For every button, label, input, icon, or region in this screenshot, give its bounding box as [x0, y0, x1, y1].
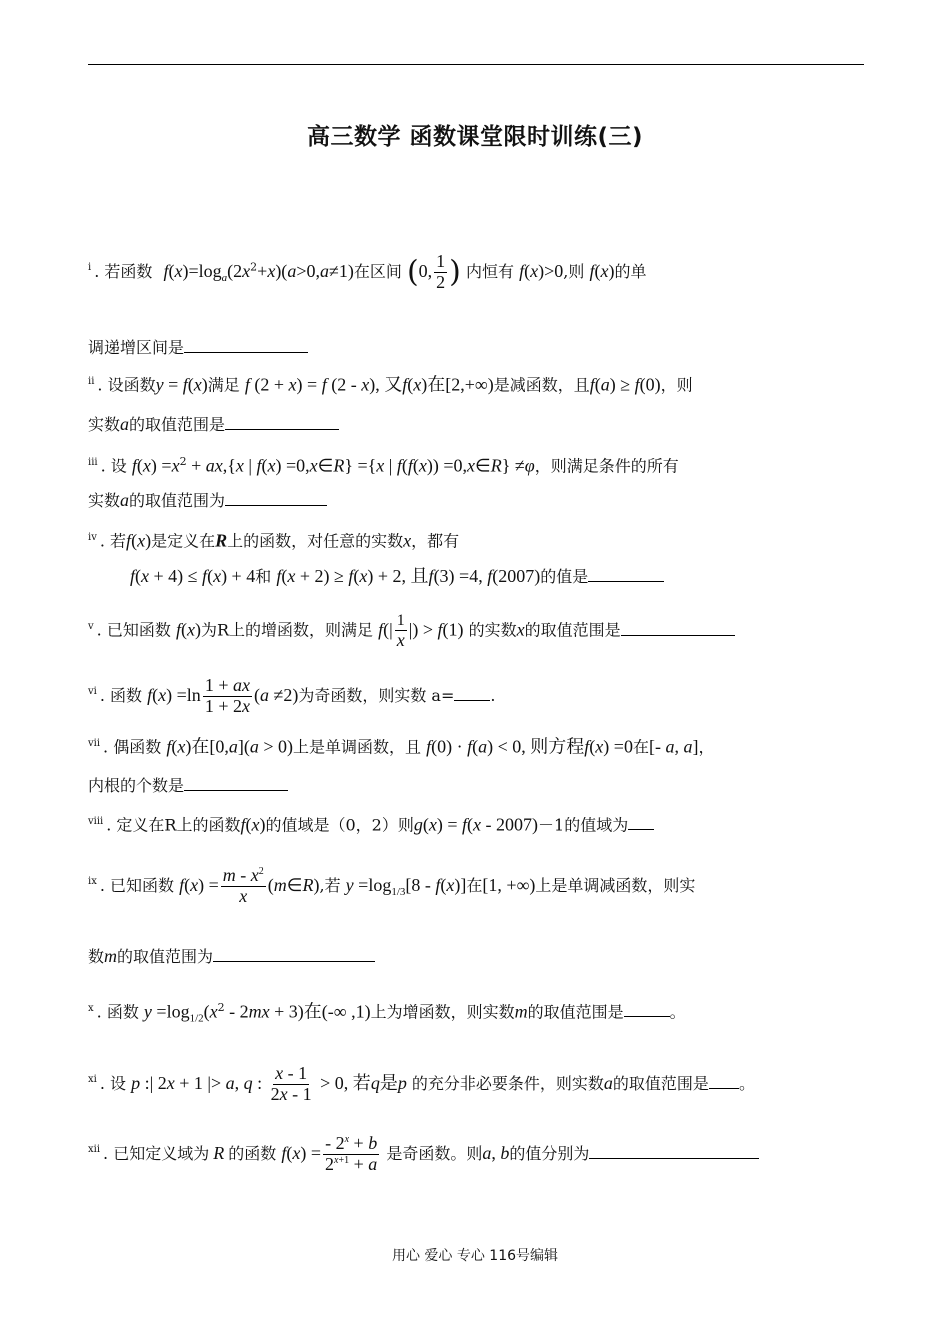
- answer-blank[interactable]: [213, 945, 375, 962]
- answer-blank[interactable]: [628, 813, 654, 830]
- problem-9: $^{ix}$ . 已知函数 f(x) = $\frac{m - x^2}{x}$ (m∈R),若 $y =\log_{1/3}[8 - f(x)]$在[1, +∞)上是单调减函数，则实: [88, 865, 696, 906]
- problem-8: $^{viii}$ . 定义在R上的函数f(x)的值域是（0，2）则g(x) = f(x - 2007)－1的值域为: [88, 810, 654, 837]
- problem-11: $^{xi}$ . 设 p :| 2x + 1 |> a, q : $\frac{x - 1}{2x - 1}$ > 0, 若q是p 的充分非必要条件，则实数a的取值范围是 。: [88, 1063, 755, 1104]
- problem-4-cont: f(x + 4) ≤ f(x) + 4和 f(x + 2) ≥ f(x) + 2, 且f(3) =4, f(2007)的值是: [130, 564, 664, 589]
- problem-7-cont: 内根的个数是: [88, 774, 288, 798]
- answer-blank[interactable]: [225, 413, 339, 430]
- answer-blank[interactable]: [454, 684, 490, 701]
- answer-blank[interactable]: [624, 1000, 670, 1017]
- answer-blank[interactable]: [184, 336, 308, 353]
- problem-12: $^{xii}$ . 已知定义域为 R 的函数 f(x) = $\frac{- 2^x + b}{2^{x+1} + a}$ 是奇函数。则a, b的值分别为: [88, 1134, 759, 1175]
- answer-blank[interactable]: [184, 774, 288, 791]
- answer-blank[interactable]: [588, 565, 664, 582]
- problem-1-cont: 调递增区间是: [88, 336, 308, 360]
- problem-6: $^{vi}$ . 函数 f(x) =ln $\frac{1 + ax}{1 + 2x}$ (a ≠2)为奇函数，则实数 a= .: [88, 675, 496, 716]
- header-rule: [88, 64, 864, 65]
- problem-3-cont: 实数a的取值范围为: [88, 488, 327, 513]
- problem-9-cont: 数m的取值范围为: [88, 944, 375, 969]
- problem-number: i: [88, 262, 92, 274]
- answer-blank[interactable]: [709, 1072, 739, 1089]
- problem-4: $^{iv}$ . 若f(x)是定义在R上的函数，对任意的实数x，都有: [88, 530, 460, 551]
- problem-7: $^{vii}$ . 偶函数 f(x)在[0,a](a > 0)上是单调函数，且 f(0) · f(a) < 0, 则方程f(x) =0在[- a, a]，: [88, 736, 715, 757]
- page-footer: 用心 爱心 专心 116号编辑: [391, 1248, 559, 1264]
- problem-3: $^{iii}$ . 设 $f(x) =x^2 + ax,\{x$ | f(x) =0,x∈R} ={x | f(f(x)) =0,x∈R} ≠φ，则满足条件的所有: [88, 455, 679, 476]
- answer-blank[interactable]: [589, 1142, 759, 1159]
- problem-5: $^v$ . 已知函数 f(x)为R上的增函数，则满足 f(| $\frac{1}{x}$ |) > f(1) 的实数x的取值范围是: [88, 612, 735, 650]
- answer-blank[interactable]: [621, 619, 735, 636]
- problem-2: $^{ii}$ . 设函数y = f(x)满足 f (2 + x) = f (2 - x), 又f(x)在[2,+∞)是减函数，且f(a) ≥ f(0)，则: [88, 374, 693, 395]
- problem-2-cont: 实数a的取值范围是: [88, 412, 339, 437]
- problem-10: $^x$ . 函数 $y =\log_{1/2}(x^2 - 2mx + 3)$在(-∞ ,1)上为增函数，则实数m的取值范围是 。: [88, 1001, 686, 1025]
- page-title: 高三数学 函数课堂限时训练(三): [306, 124, 644, 150]
- problem-1: $^i$ . 若函数 $f(x)=\log_a(2x^2+x)(a>0,a\ne 1)$在区间 (0, $\frac{1}{2}$ ) 内恒有 f(x)>0,则 f(x)的单: [88, 251, 647, 292]
- answer-blank[interactable]: [225, 489, 327, 506]
